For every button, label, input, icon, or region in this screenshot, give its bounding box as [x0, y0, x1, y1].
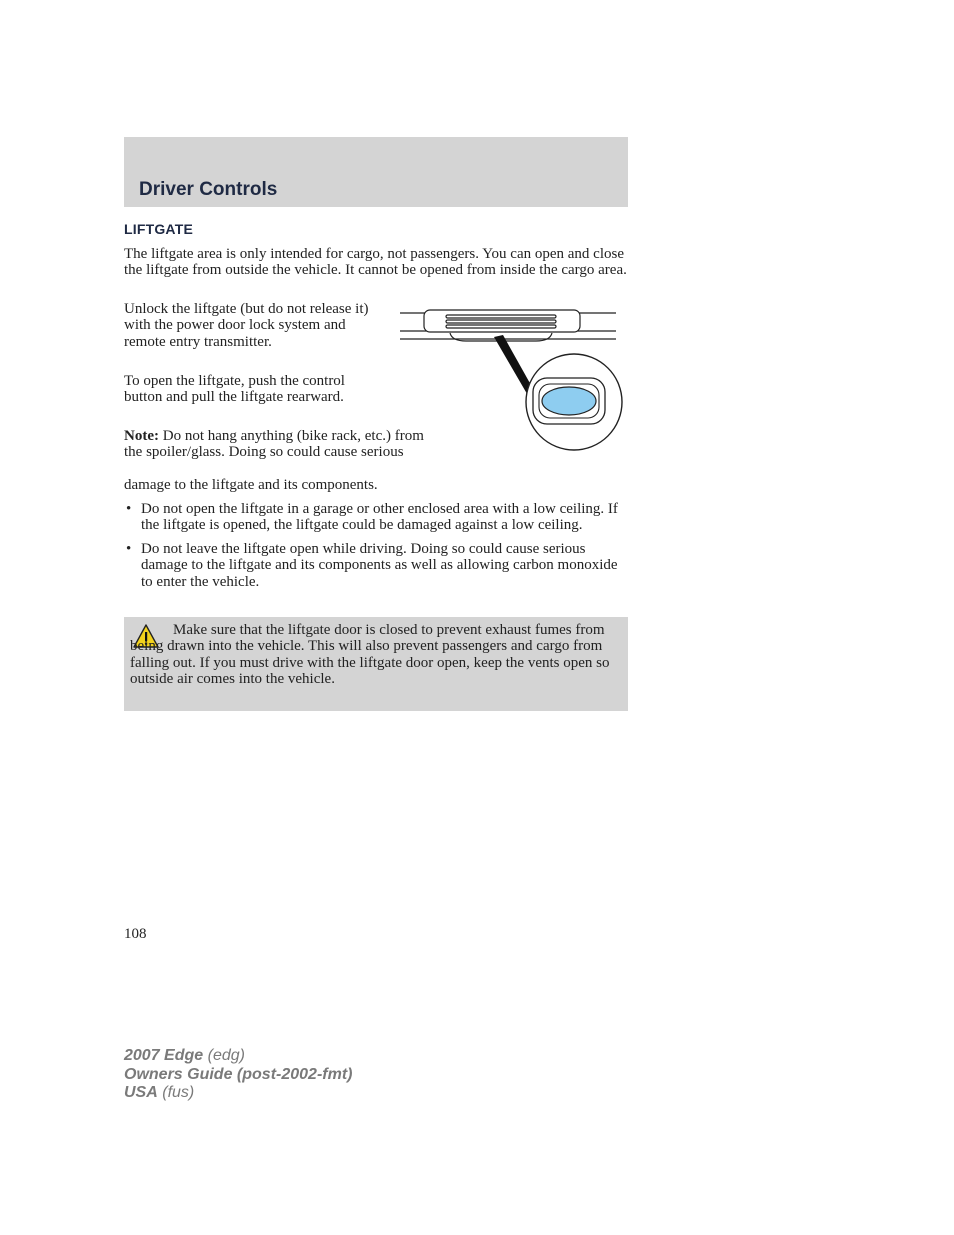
section-title: Driver Controls — [139, 179, 278, 200]
page-number: 108 — [124, 926, 147, 942]
caution-list — [124, 501, 629, 597]
footer-line-3 — [124, 1084, 352, 1103]
footer-guide: Owners Guide (post-2002-fmt) — [124, 1065, 353, 1083]
note-label: Note: — [124, 428, 159, 444]
note-tail: damage to the liftgate and its components. — [124, 477, 378, 493]
warning-text: Make sure that the liftgate door is closed to prevent exhaust fumes from being drawn into the vehicle. This will also prevent passengers and cargo from falling out. If you must drive with the liftgate door open, keep the vents open so outside air comes into the vehicle. — [130, 622, 610, 688]
note-text: Do not hang anything (bike rack, etc.) from the spoiler/glass. Doing so could cause serious — [124, 428, 424, 461]
list-item-text: Do not open the liftgate in a garage or other enclosed area with a low ceiling. If the liftgate is opened, the liftgate could be damaged against a low ceiling. — [141, 501, 618, 534]
footer-model-code: (edg) — [207, 1047, 245, 1064]
list-item — [124, 541, 629, 590]
open-paragraph: To open the liftgate, push the control button and pull the liftgate rearward. — [124, 373, 345, 406]
unlock-paragraph: Unlock the liftgate (but do not release it) with the power door lock system and remote entry transmitter. — [124, 301, 369, 350]
list-item-text: Do not leave the liftgate open while driving. Doing so could cause serious damage to the liftgate and its components as well as allowing carbon monoxide to enter the vehicle. — [141, 540, 618, 590]
liftgate-release-button — [542, 387, 596, 415]
bullet-glyph: • — [126, 540, 132, 557]
liftgate-button-illustration — [396, 305, 626, 453]
footer-line-1 — [124, 1047, 352, 1066]
document-footer — [124, 1047, 352, 1103]
footer-market: USA — [124, 1084, 158, 1101]
footer-market-code: (fus) — [162, 1084, 195, 1101]
bullet-glyph: • — [126, 501, 132, 517]
note-paragraph — [124, 428, 424, 461]
section-header-band — [124, 137, 628, 207]
intro-paragraph: The liftgate area is only intended for cargo, not passengers. You can open and close the liftgate from outside the vehicle. It cannot be opened from inside the cargo area. — [124, 246, 627, 279]
footer-line-2 — [124, 1066, 352, 1085]
liftgate-heading: LIFTGATE — [124, 221, 193, 237]
footer-model: 2007 Edge — [124, 1047, 204, 1064]
warning-box — [124, 617, 628, 711]
list-item — [124, 501, 629, 534]
